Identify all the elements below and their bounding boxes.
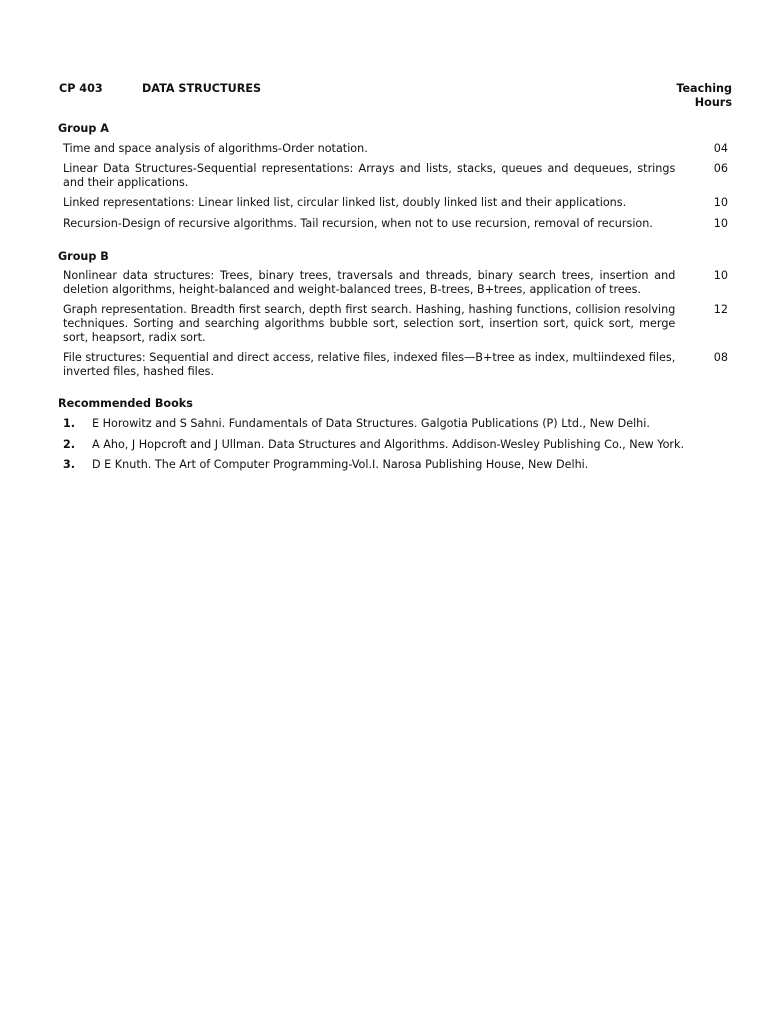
book-number: 3. xyxy=(63,458,76,472)
topic-row xyxy=(58,162,732,189)
topic-text: Linked representations: Linear linked list, circular linked list, doubly linked list and their applications. xyxy=(63,196,627,210)
book-citation: D E Knuth. The Art of Computer Programming-Vol.I. Narosa Publishing House, New Delhi. xyxy=(92,458,589,472)
course-header xyxy=(58,82,732,112)
book-number: 2. xyxy=(63,437,76,451)
book-citation: E Horowitz and S Sahni. Fundamentals of Data Structures. Galgotia Publications (P) Ltd., New Delhi. xyxy=(92,416,650,430)
course-title: DATA STRUCTURES xyxy=(142,82,262,95)
topic-text: Recursion-Design of recursive algorithms. Tail recursion, when not to use recursion, removal of recursion. xyxy=(63,216,653,230)
group-a-section xyxy=(58,122,732,231)
recommended-books-title: Recommended Books xyxy=(58,397,193,411)
book-item xyxy=(58,458,732,472)
topic-hours: 08 xyxy=(713,351,728,365)
teaching-hours-heading: Teaching Hours xyxy=(676,82,732,109)
course-code: CP 403 xyxy=(59,82,103,95)
group-b-title: Group B xyxy=(58,249,109,263)
topic-text: Time and space analysis of algorithms-Order notation. xyxy=(63,141,368,155)
topic-row xyxy=(58,351,732,378)
topic-text: Graph representation. Breadth first search, depth first search. Hashing, hashing functions, collision resolving techniques. Sorting and searching algorithms bubble sort, selection sort, insertion sort, quick sort, merge sort, heapsort, radix sort. xyxy=(63,303,676,344)
topic-row xyxy=(58,142,732,156)
book-item xyxy=(58,438,732,452)
syllabus-page xyxy=(58,82,732,479)
book-citation: A Aho, J Hopcroft and J Ullman. Data Structures and Algorithms. Addison-Wesley Publishing Co., New York. xyxy=(92,437,685,451)
group-a-title: Group A xyxy=(58,122,109,135)
book-number: 1. xyxy=(63,416,76,430)
topic-row xyxy=(58,217,732,231)
group-b-section xyxy=(58,250,732,379)
book-item xyxy=(58,417,732,431)
topic-row xyxy=(58,196,732,210)
topic-hours: 06 xyxy=(713,162,728,176)
recommended-books-section xyxy=(58,397,732,471)
topic-text: File structures: Sequential and direct access, relative files, indexed files—B+tree as index, multiindexed files, inverted files, hashed files. xyxy=(63,351,676,378)
topic-row xyxy=(58,303,732,344)
topic-row xyxy=(58,269,732,296)
topic-text: Linear Data Structures-Sequential representations: Arrays and lists, stacks, queues and dequeues, strings and their applications. xyxy=(63,162,676,189)
topic-hours: 10 xyxy=(713,269,728,283)
topic-hours: 10 xyxy=(713,216,728,230)
topic-text: Nonlinear data structures: Trees, binary trees, traversals and threads, binary search trees, insertion and deletion algorithms, height-balanced and weight-balanced trees, B-trees, B+trees, application of trees. xyxy=(63,269,676,296)
topic-hours: 04 xyxy=(713,141,728,155)
topic-hours: 12 xyxy=(713,303,728,317)
topic-hours: 10 xyxy=(713,196,728,210)
